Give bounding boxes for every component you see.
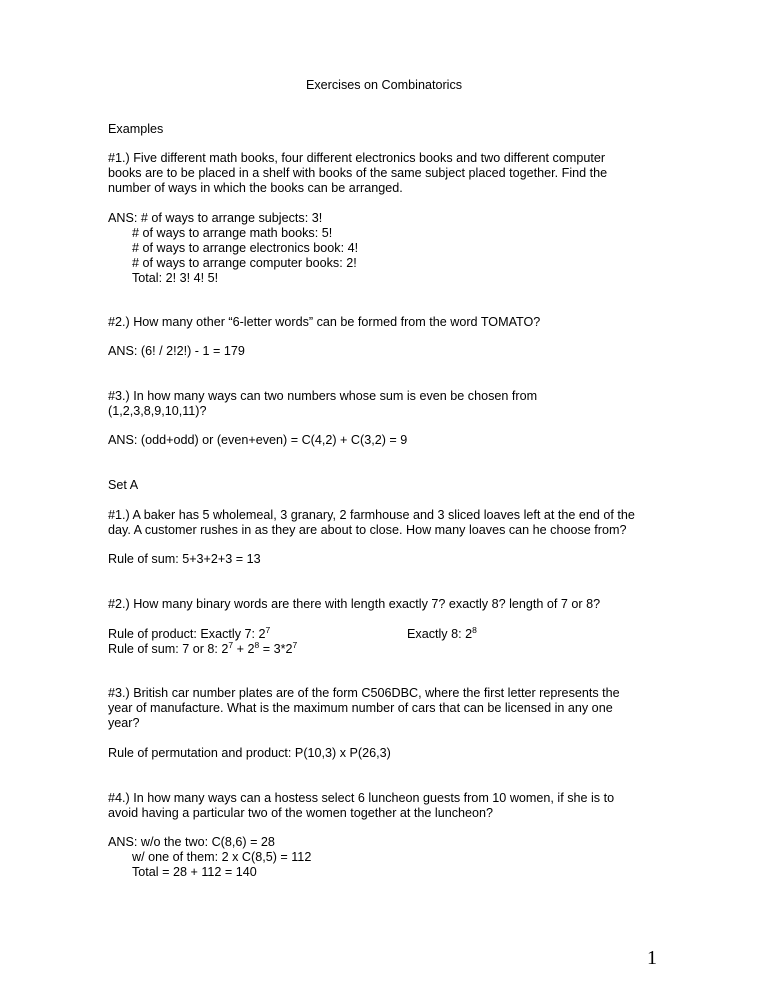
set-a-1-line-2: day. A customer rushes in as they are about to close. How many loaves can he choose from? [108, 523, 627, 537]
set-a-3-line-3: year? [108, 716, 140, 730]
set-a-2-product-answer [108, 624, 271, 642]
example-1-answer-line-5: Total: 2! 3! 4! 5! [132, 271, 219, 285]
sum-equals: = 3*2 [259, 642, 293, 656]
example-2-question: #2.) How many other “6-letter words” can be formed from the word TOMATO? [108, 315, 541, 329]
sum-plus: + 2 [233, 642, 255, 656]
product-exponent: 7 [265, 624, 271, 635]
set-a-4-line-2: avoid having a particular two of the women together at the luncheon? [108, 806, 494, 820]
set-a-1-line-1: #1.) A baker has 5 wholemeal, 3 granary, 2 farmhouse and 3 sliced loaves left at the end of the [108, 508, 635, 522]
examples-heading: Examples [108, 122, 164, 136]
sum-exponent-2: 8 [254, 639, 260, 650]
set-a-4-answer-line-2: w/ one of them: 2 x C(8,5) = 112 [132, 850, 312, 864]
sum-exponent-1: 7 [228, 639, 234, 650]
set-a-3-line-2: year of manufacture. What is the maximum number of cars that can be licensed in any one [108, 701, 613, 715]
example-1-answer-line-4: # of ways to arrange computer books: 2! [132, 256, 357, 270]
set-a-heading: Set A [108, 478, 139, 492]
set-a-2-sum-answer [108, 639, 298, 657]
set-a-3-line-1: #3.) British car number plates are of the form C506DBC, where the first letter represents the [108, 686, 620, 700]
exactly-8-exponent: 8 [472, 624, 477, 635]
example-2-answer: ANS: (6! / 2!2!) - 1 = 179 [108, 344, 245, 358]
set-a-4-answer-line-1: ANS: w/o the two: C(8,6) = 28 [108, 835, 275, 849]
example-1-answer-line-1: ANS: # of ways to arrange subjects: 3! [108, 211, 323, 225]
example-3-line-1: #3.) In how many ways can two numbers whose sum is even be chosen from [108, 389, 538, 403]
example-1-line-3: number of ways in which the books can be arranged. [108, 181, 403, 195]
product-label: Rule of product: Exactly 7: 2 [108, 627, 266, 641]
page-number: 1 [647, 947, 657, 969]
example-1-answer-line-2: # of ways to arrange math books: 5! [132, 226, 333, 240]
example-3-answer: ANS: (odd+odd) or (even+even) = C(4,2) + C(3,2) = 9 [108, 433, 408, 447]
sum-exponent-3: 7 [292, 639, 298, 650]
set-a-4-line-1: #4.) In how many ways can a hostess select 6 luncheon guests from 10 women, if she is to [108, 791, 615, 805]
set-a-2-exactly-8-answer [407, 624, 477, 642]
sum-label: Rule of sum: 7 or 8: 2 [108, 642, 229, 656]
example-1-answer-line-3: # of ways to arrange electronics book: 4! [132, 241, 359, 255]
page-title: Exercises on Combinatorics [305, 78, 463, 92]
set-a-2-question: #2.) How many binary words are there with length exactly 7? exactly 8? length of 7 or 8? [108, 597, 601, 611]
set-a-4-answer-line-3: Total = 28 + 112 = 140 [132, 865, 257, 879]
example-1-line-1: #1.) Five different math books, four different electronics books and two different computer [108, 151, 606, 165]
set-a-3-answer: Rule of permutation and product: P(10,3) x P(26,3) [108, 746, 391, 760]
example-1-line-2: books are to be placed in a shelf with books of the same subject placed together. Find the [108, 166, 608, 180]
example-3-line-2: (1,2,3,8,9,10,11)? [108, 404, 207, 418]
set-a-1-answer: Rule of sum: 5+3+2+3 = 13 [108, 552, 261, 566]
exactly-8-label: Exactly 8: 2 [407, 627, 473, 641]
